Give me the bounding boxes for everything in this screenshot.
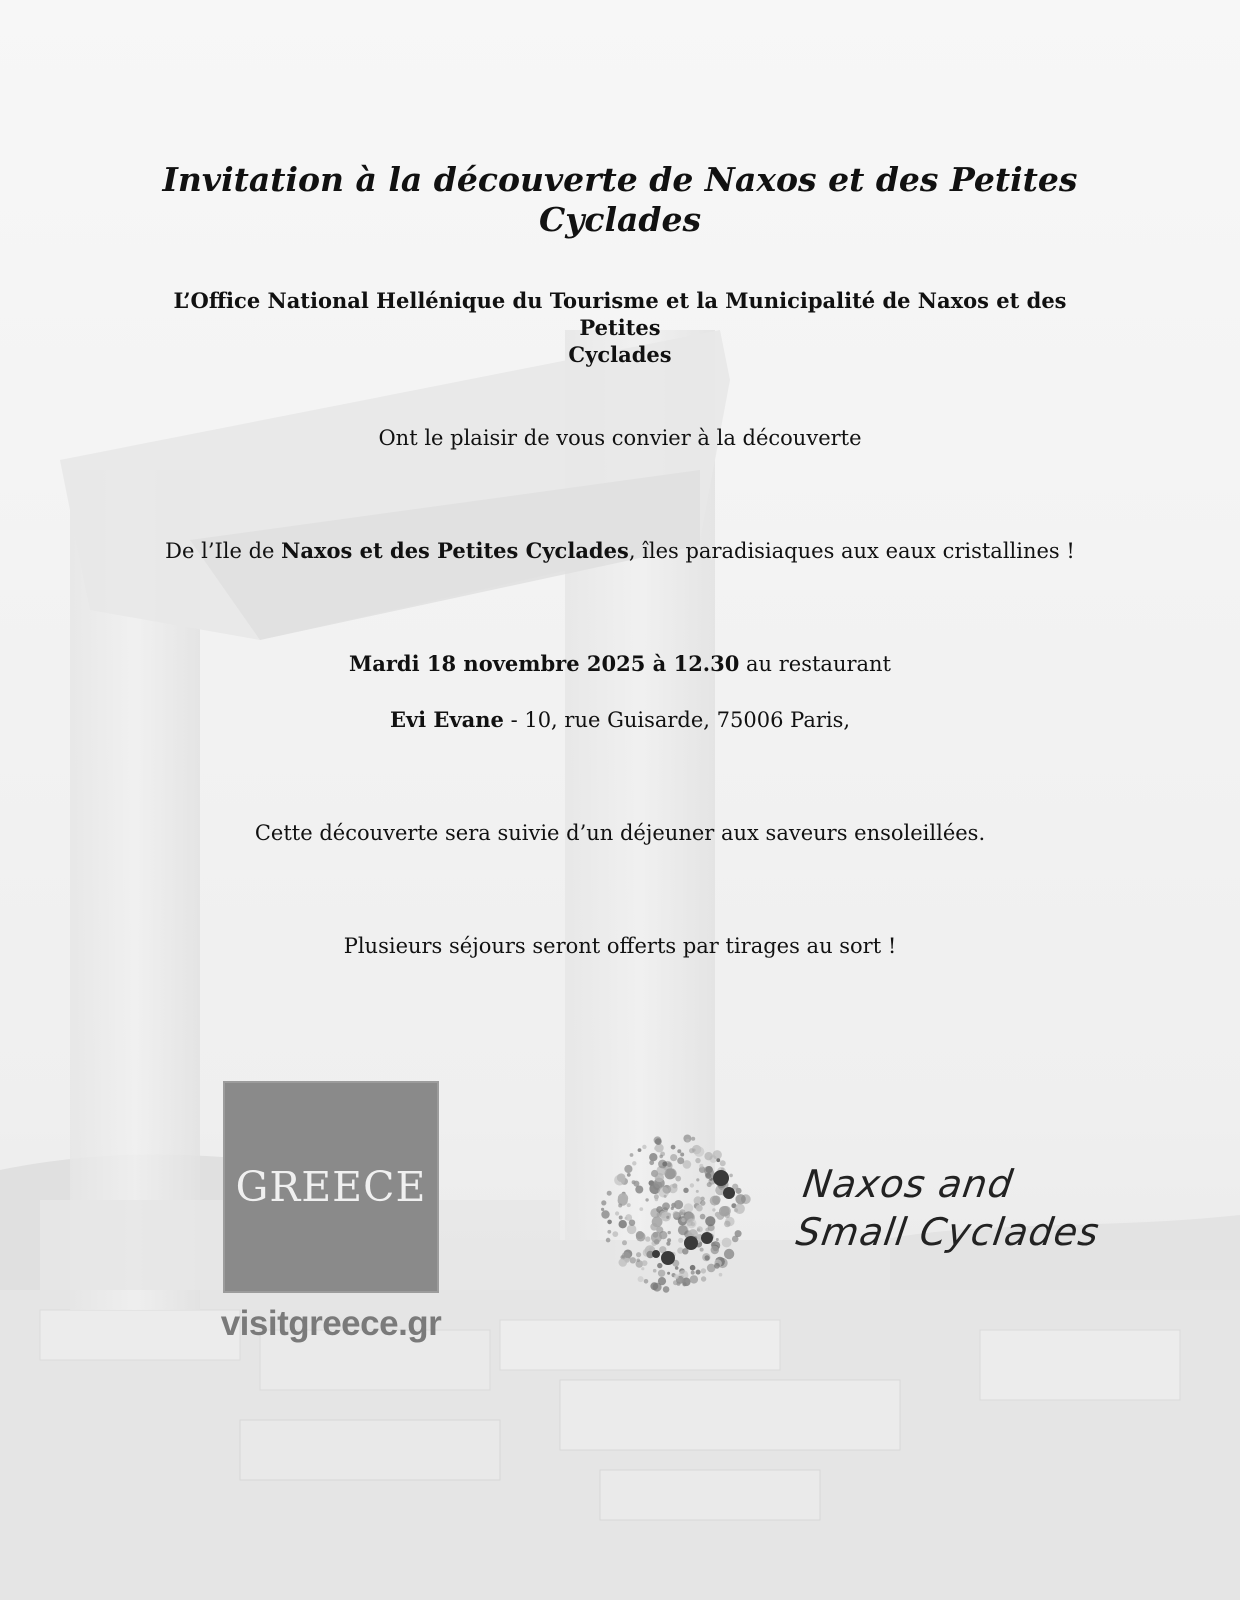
visitgreece-url: visitgreece.gr [220,1304,442,1343]
naxos-logo-line2: Small Cyclades [793,1210,1103,1254]
venue-address: - 10, rue Guisarde, 75006 Paris, [503,708,851,732]
naxos-logo-text [793,1160,1109,1256]
date-suffix: au restaurant [739,652,891,676]
island-prefix: De l’Ile de [165,539,282,563]
naxos-emblem-icon [596,1126,756,1301]
intro-text: Ont le plaisir de vous convier à la découverte [378,426,862,450]
island-suffix: , îles paradisiaques aux eaux cristallines ! [628,539,1075,563]
venue-name: Evi Evane [389,707,504,732]
greece-logo-word: GREECE [235,1163,427,1211]
lunch-text: Cette découverte sera suivie d’un déjeuner aux saveurs ensoleillées. [254,821,986,845]
date-line [120,650,1120,678]
organizers [170,287,1070,368]
draw-text: Plusieurs séjours seront offerts par tirages au sort ! [343,934,897,958]
event-date: Mardi 18 novembre 2025 à 12.30 [349,651,740,676]
greece-logo [223,1081,439,1293]
island-line [120,537,1120,565]
organizers-line2: Cyclades [568,342,672,367]
invitation-title: Invitation à la découverte de Naxos et des Petites Cyclades [162,160,1078,239]
venue-line [120,706,1120,734]
organizers-line1: L’Office National Hellénique du Tourisme et la Municipalité de Naxos et des Petites [173,288,1067,340]
island-name: Naxos et des Petites Cyclades [281,538,629,563]
naxos-logo-line1: Naxos and [800,1162,1017,1206]
